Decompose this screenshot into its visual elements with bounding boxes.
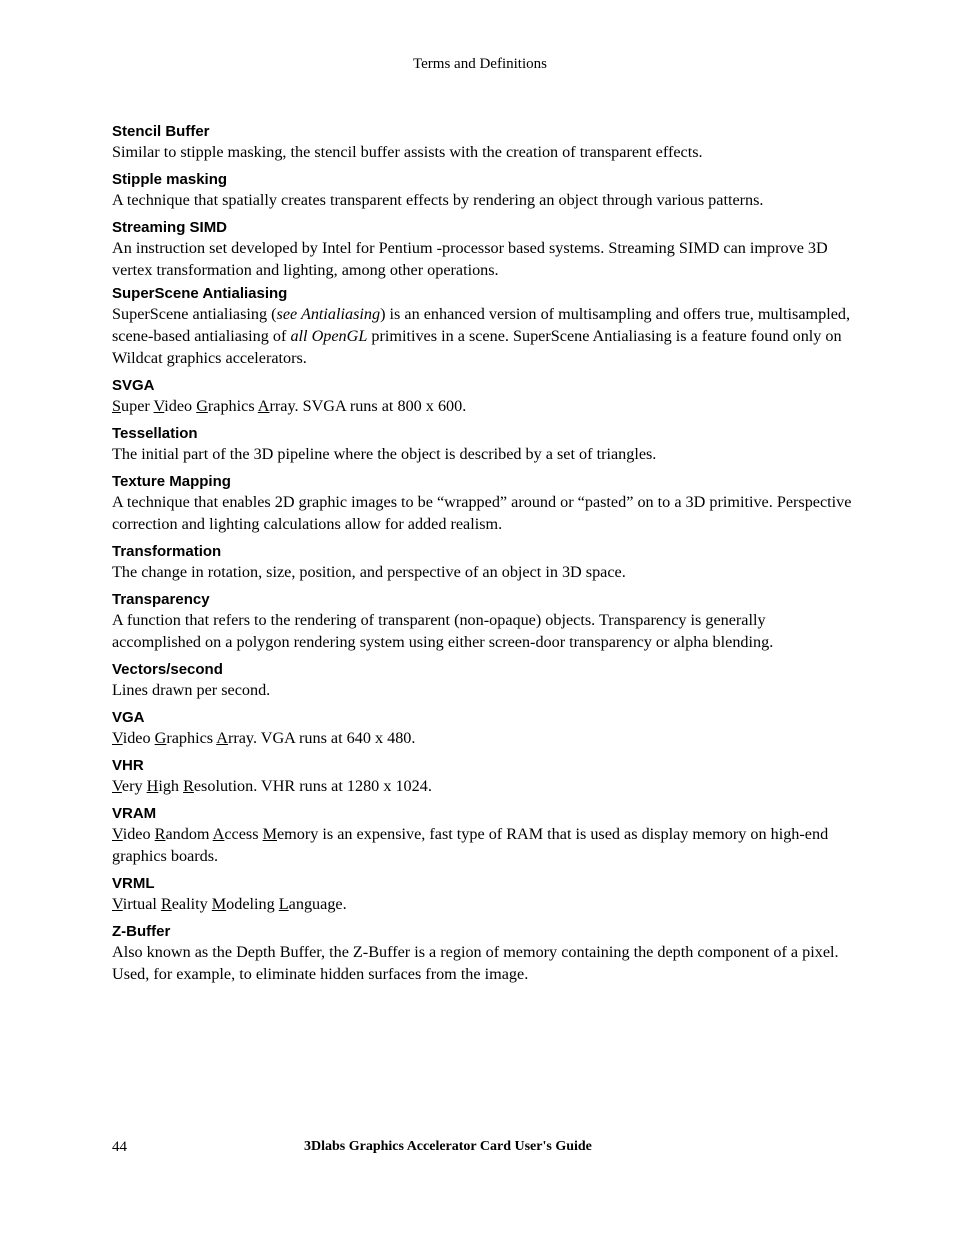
acronym-letter: M	[211, 895, 227, 913]
glossary-entry	[112, 285, 852, 369]
definition-text: esolution. VHR runs at 1280 x 1024.	[193, 777, 432, 795]
glossary-definition	[112, 189, 852, 211]
acronym-letter: V	[112, 777, 122, 795]
acronym-letter: A	[216, 729, 228, 747]
glossary-entry	[112, 171, 852, 211]
definition-text: rray. SVGA runs at 800 x 600.	[269, 397, 467, 415]
definition-text: raphics	[166, 729, 217, 747]
glossary-term: Stencil Buffer	[112, 123, 210, 140]
glossary-definition	[112, 941, 852, 985]
glossary-definition	[112, 561, 852, 583]
acronym-letter: R	[154, 825, 166, 843]
glossary-definition	[112, 237, 852, 281]
glossary-definition	[112, 395, 852, 417]
acronym-letter: A	[257, 397, 270, 415]
glossary-entry	[112, 591, 852, 653]
glossary-entry	[112, 661, 852, 701]
acronym-letter: G	[196, 397, 208, 415]
glossary-entry	[112, 709, 852, 749]
glossary-term: VGA	[112, 709, 145, 726]
definition-text: ) is an enhanced version of multisampling and offers true, multisampled, scene-based antialiasing of	[112, 305, 851, 345]
definition-text: A technique that spatially creates transparent effects by rendering an object through various patterns.	[112, 191, 764, 209]
definition-text: An instruction set developed by Intel for Pentium -processor based systems. Streaming SIMD can improve 3D vertex transformation and lighting, among other operations.	[112, 239, 828, 279]
definition-text: Lines drawn per second.	[112, 681, 271, 699]
glossary-definition	[112, 727, 852, 749]
acronym-letter: H	[146, 777, 159, 795]
definition-text: uper	[121, 397, 154, 415]
acronym-letter: V	[112, 895, 123, 913]
glossary-term: Stipple masking	[112, 171, 228, 188]
glossary-entry	[112, 123, 852, 163]
definition-text: Similar to stipple masking, the stencil buffer assists with the creation of transparent effects.	[112, 143, 703, 161]
acronym-letter: R	[183, 777, 194, 795]
definition-text: igh	[158, 777, 184, 795]
definition-text: ccess	[224, 825, 263, 843]
definition-text: eality	[171, 895, 212, 913]
definition-text: A function that refers to the rendering of transparent (non-opaque) objects. Transparency is generally accomplished on a polygon rendering system using either screen-door transparency or alpha blending.	[112, 611, 774, 651]
definition-text: emory is an expensive, fast type of RAM that is used as display memory on high-end graphics boards.	[112, 825, 829, 865]
definition-text: rray. VGA runs at 640 x 480.	[227, 729, 416, 747]
glossary-entry	[112, 757, 852, 797]
acronym-letter: V	[112, 825, 123, 843]
definition-text: The change in rotation, size, position, and perspective of an object in 3D space.	[112, 563, 626, 581]
acronym-letter: L	[278, 895, 289, 913]
footer-book-title: 3Dlabs Graphics Accelerator Card User's Guide	[304, 1139, 592, 1154]
glossary-term: Transparency	[112, 591, 210, 608]
glossary-term: VRAM	[112, 805, 157, 822]
acronym-letter: R	[160, 895, 172, 913]
glossary-term: SuperScene Antialiasing	[112, 285, 288, 302]
glossary-term: Streaming SIMD	[112, 219, 228, 236]
definition-text: ideo	[122, 729, 155, 747]
running-header: Terms and Definitions	[413, 56, 547, 72]
glossary-term: Z-Buffer	[112, 923, 171, 940]
definition-text: Also known as the Depth Buffer, the Z-Buffer is a region of memory containing the depth component of a pixel. Used, for example, to eliminate hidden surfaces from the image.	[112, 943, 839, 983]
glossary-definition	[112, 609, 852, 653]
acronym-letter: M	[262, 825, 277, 843]
definition-text: andom	[165, 825, 213, 843]
glossary-list	[112, 115, 852, 985]
glossary-term: SVGA	[112, 377, 155, 394]
definition-text: A technique that enables 2D graphic images to be “wrapped” around or “pasted” on to a 3D primitive. Perspective correction and lighting calculations allow for added realism.	[112, 493, 852, 533]
definition-text: ideo	[164, 397, 197, 415]
glossary-definition	[112, 491, 852, 535]
definition-text: The initial part of the 3D pipeline where the object is described by a set of triangles.	[112, 445, 657, 463]
glossary-entry	[112, 473, 852, 535]
definition-italic-text: all OpenGL	[290, 327, 368, 345]
acronym-letter: V	[153, 397, 165, 415]
glossary-entry	[112, 875, 852, 915]
glossary-entry	[112, 425, 852, 465]
acronym-letter: V	[112, 729, 123, 747]
glossary-entry	[112, 377, 852, 417]
definition-text: raphics	[207, 397, 258, 415]
glossary-term: VHR	[112, 757, 144, 774]
definition-text: ery	[121, 777, 147, 795]
glossary-term: Transformation	[112, 543, 222, 560]
glossary-entry	[112, 805, 852, 867]
glossary-term: Texture Mapping	[112, 473, 231, 490]
glossary-term: Vectors/second	[112, 661, 223, 678]
definition-text: primitives in a scene. SuperScene Antialiasing is a feature found only on Wildcat graphics accelerators.	[112, 327, 842, 367]
definition-text: irtual	[122, 895, 161, 913]
glossary-term: VRML	[112, 875, 155, 892]
page-number: 44	[112, 1139, 127, 1155]
glossary-definition	[112, 303, 852, 369]
definition-text: ideo	[122, 825, 155, 843]
glossary-definition	[112, 141, 852, 163]
glossary-definition	[112, 775, 852, 797]
glossary-definition	[112, 893, 852, 915]
glossary-term: Tessellation	[112, 425, 198, 442]
glossary-entry	[112, 543, 852, 583]
definition-italic-text: see Antialiasing	[276, 305, 381, 323]
glossary-definition	[112, 443, 852, 465]
glossary-entry	[112, 923, 852, 985]
definition-text: anguage.	[288, 895, 347, 913]
acronym-letter: S	[112, 397, 122, 415]
acronym-letter: G	[154, 729, 167, 747]
glossary-entry	[112, 219, 852, 281]
definition-text: SuperScene antialiasing (	[112, 305, 277, 323]
acronym-letter: A	[212, 825, 225, 843]
glossary-definition	[112, 823, 852, 867]
glossary-definition	[112, 679, 852, 701]
definition-text: odeling	[226, 895, 279, 913]
